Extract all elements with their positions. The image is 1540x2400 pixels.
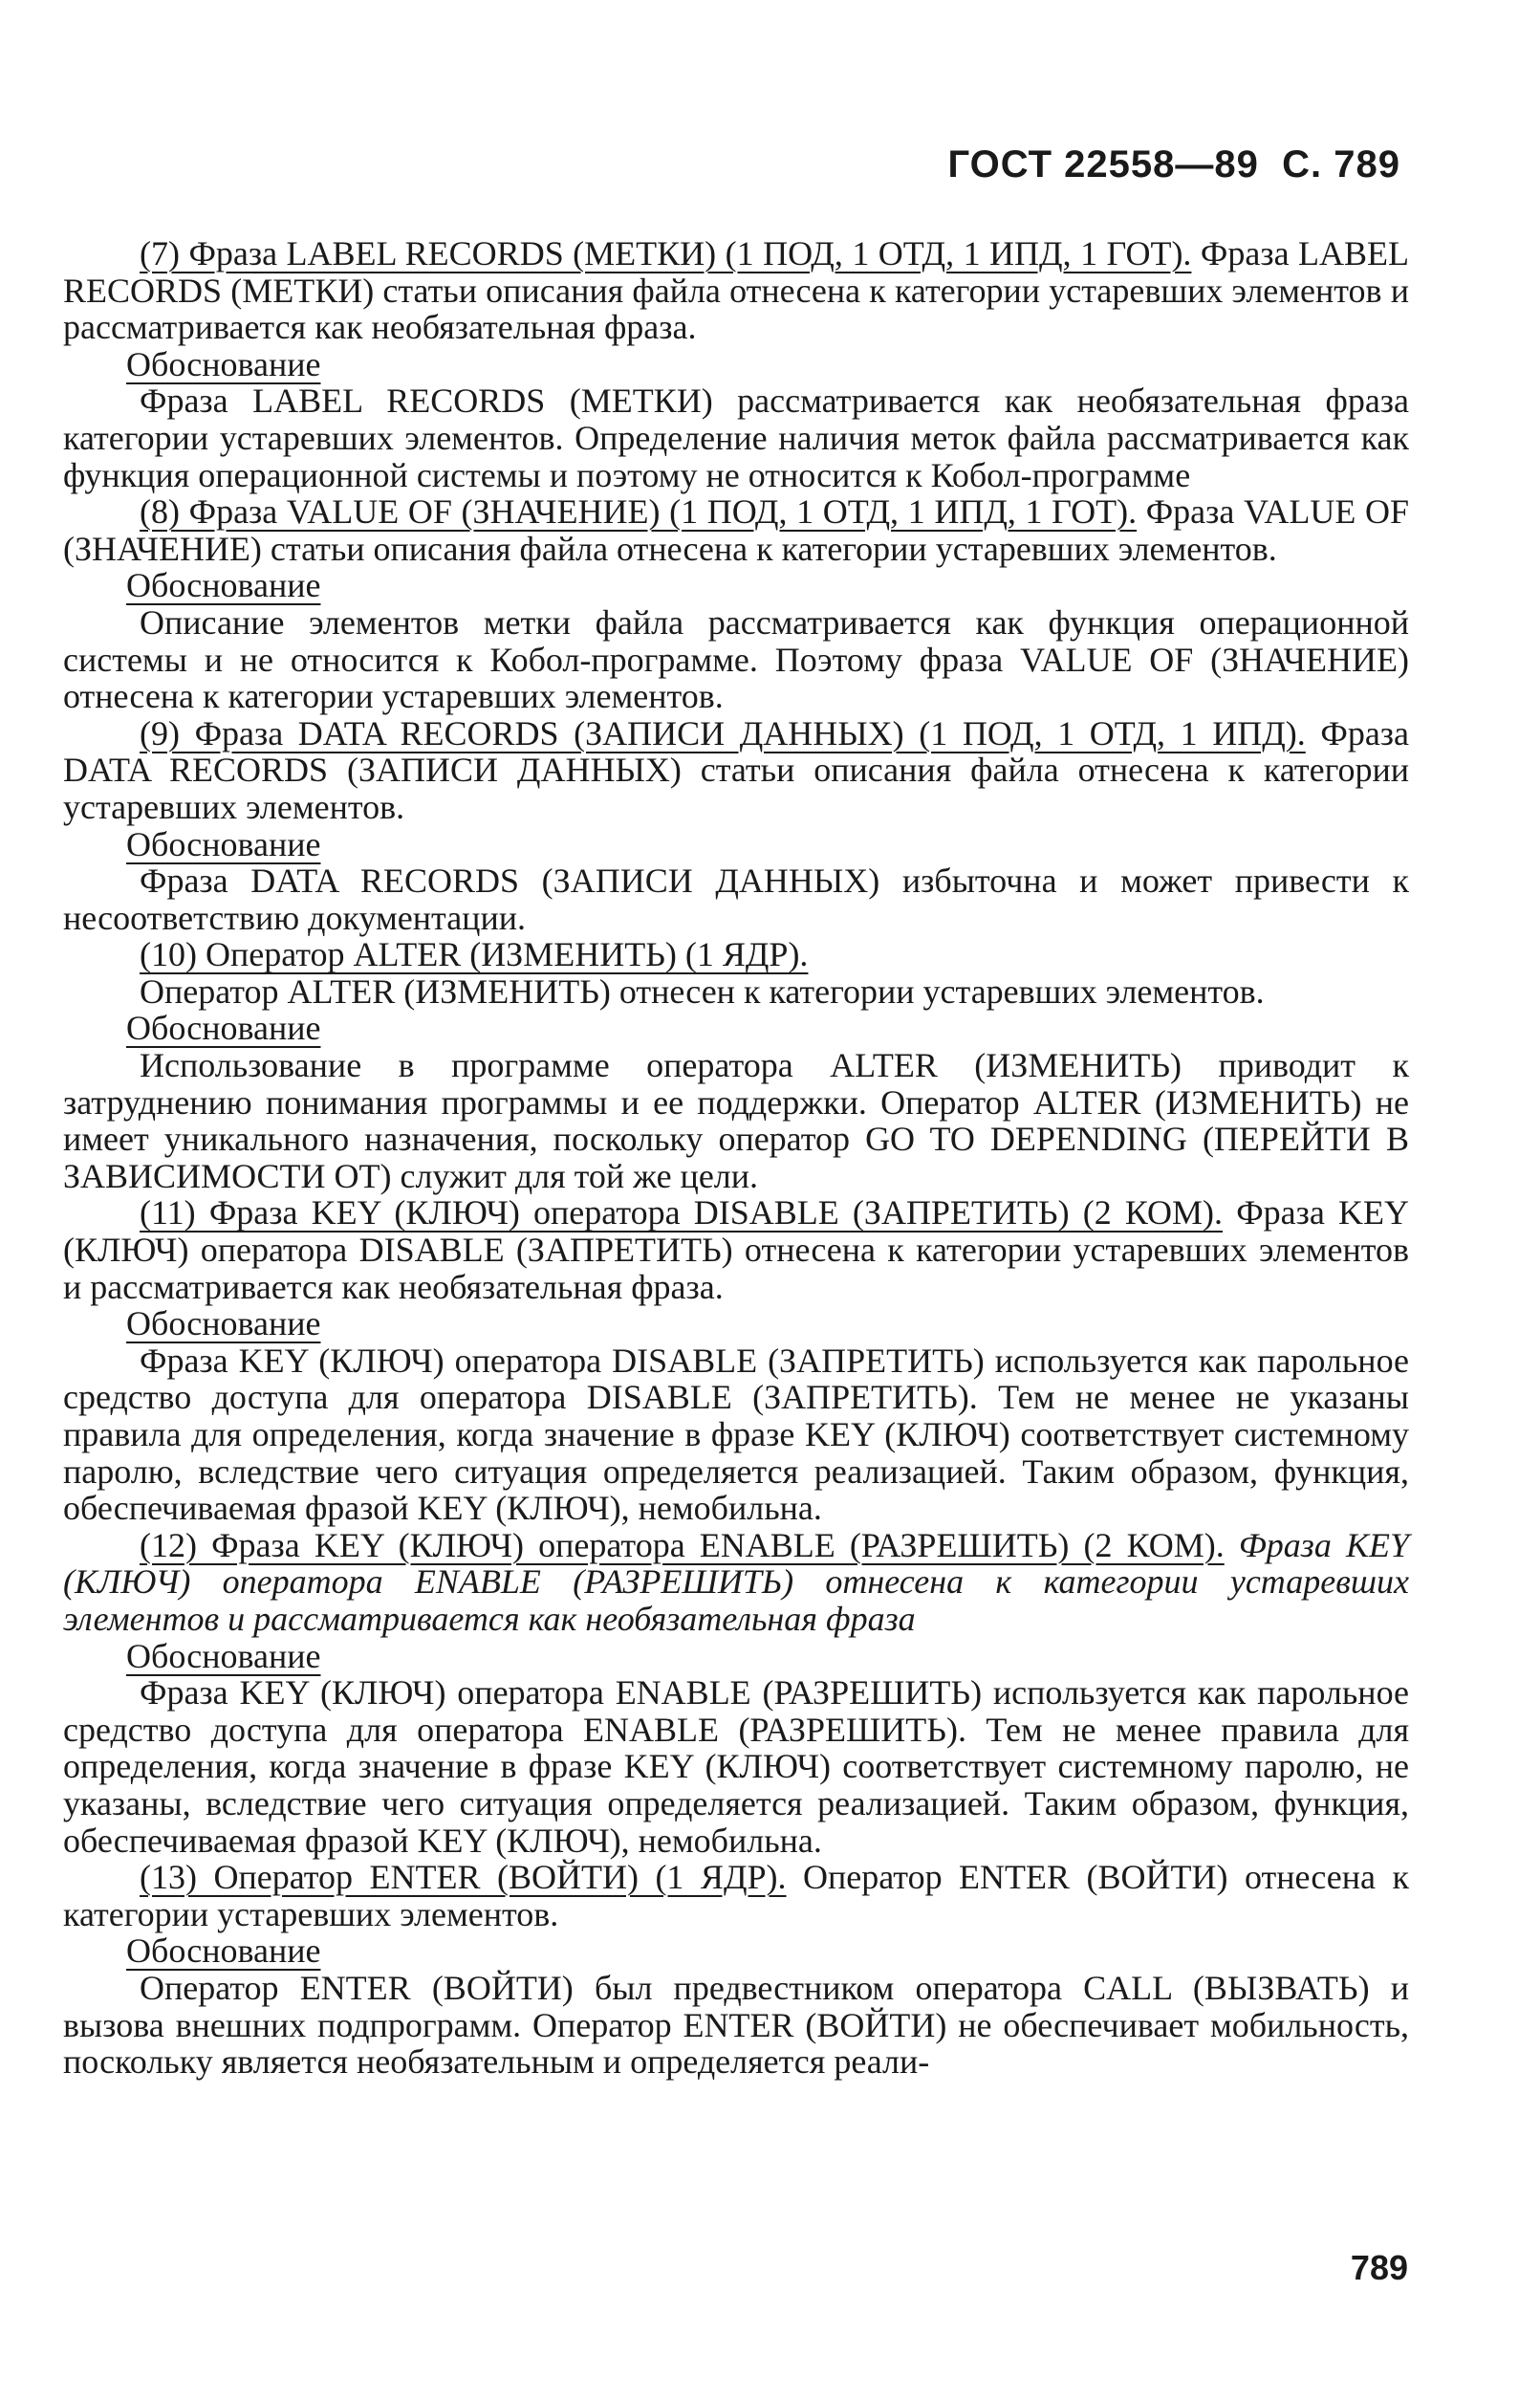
section-heading: (8) Фраза VALUE OF (ЗНАЧЕНИЕ) (1 ПОД, 1 ОТД, 1 ИПД, 1 ГОТ).: [140, 492, 1138, 532]
justification-title: Обоснование: [126, 1636, 321, 1675]
section-statement: Фраза KEY (КЛЮЧ) оператора ENABLE (РАЗРЕШИТЬ) отнесена к категории устаревших элементов и рассматривается как необязательная фраза: [63, 1525, 1409, 1638]
justification-text: Оператор ENTER (ВОЙТИ) был предвестником оператора CALL (ВЫЗВАТЬ) и вызова внешних подпрограмм. Оператор ENTER (ВОЙТИ) не обеспечивает мобильность, поскольку является необязательным и определяется реали-: [63, 1968, 1409, 2082]
justification-title: Обоснование: [126, 1931, 321, 1971]
standard-number: ГОСТ 22558—89: [947, 143, 1259, 185]
justification-text: Использование в программе оператора ALTER (ИЗМЕНИТЬ) приводит к затруднению понимания программы и ее поддержки. Оператор ALTER (ИЗМЕНИТЬ) не имеет уникального назначения, поскольку оператор GO TO DEPENDING (ПЕРЕЙТИ В ЗАВИСИМОСТИ ОТ) служит для той же цели.: [63, 1046, 1409, 1195]
section-10: [63, 936, 1409, 973]
section-statement: Фраза VALUE OF (ЗНАЧЕНИЕ) статьи описания файла отнесена к категории устаревших элементов.: [63, 492, 1409, 568]
justification-text: Фраза KEY (КЛЮЧ) оператора DISABLE (ЗАПРЕТИТЬ) используется как парольное средство доступа для оператора DISABLE (ЗАПРЕТИТЬ). Тем не менее не указаны правила для определения, когда значение в фразе KEY (КЛЮЧ) соответствует системному паролю, вследствие чего ситуация определяется реализацией. Таким образом, функция, обеспечиваемая фразой KEY (КЛЮЧ), немобильна.: [63, 1341, 1409, 1528]
section-heading: (7) Фраза LABEL RECORDS (МЕТКИ) (1 ПОД, 1 ОТД, 1 ИПД, 1 ГОТ).: [140, 234, 1192, 273]
section-heading: (10) Оператор ALTER (ИЗМЕНИТЬ) (1 ЯДР).: [140, 935, 809, 974]
justification-text: Описание элементов метки файла рассматривается как функция операционной системы и не относится к Кобол-программе. Поэтому фраза VALUE OF (ЗНАЧЕНИЕ) отнесена к категории устаревших элементов.: [63, 602, 1409, 716]
section-statement: Фраза DATA RECORDS (ЗАПИСИ ДАННЫХ) статьи описания файла отнесена к категории устаревших элементов.: [63, 713, 1409, 826]
section-13: [63, 1859, 1409, 1932]
section-12: [63, 1527, 1409, 1638]
section-11: [63, 1194, 1409, 1305]
page-label: С. 789: [1282, 143, 1400, 185]
justification-title: Обоснование: [126, 344, 321, 383]
section-heading: (12) Фраза KEY (КЛЮЧ) оператора ENABLE (РАЗРЕШИТЬ) (2 КОМ).: [140, 1525, 1225, 1564]
page-number: 789: [1350, 2248, 1408, 2287]
justification-title: Обоснование: [126, 566, 321, 605]
justification-text: Фраза DATA RECORDS (ЗАПИСИ ДАННЫХ) избыточна и может привести к несоответствию документации.: [63, 862, 1409, 937]
section-statement: Оператор ALTER (ИЗМЕНИТЬ) отнесен к категории устаревших элементов.: [140, 971, 1265, 1011]
justification-text: Фраза LABEL RECORDS (МЕТКИ) рассматривается как необязательная фраза категории устаревших элементов. Определение наличия меток файла рассматривается как функция операционной системы и поэтому не относится к Кобол-программе: [63, 382, 1409, 494]
justification-title: Обоснование: [126, 1009, 321, 1048]
section-heading: (11) Фраза KEY (КЛЮЧ) оператора DISABLE (ЗАПРЕТИТЬ) (2 КОМ).: [140, 1193, 1224, 1233]
page-header: [947, 143, 1400, 186]
section-heading: (13) Оператор ENTER (ВОЙТИ) (1 ЯДР).: [140, 1858, 787, 1897]
section-heading: (9) Фраза DATA RECORDS (ЗАПИСИ ДАННЫХ) (1 ПОД, 1 ОТД, 1 ИПД).: [140, 713, 1306, 753]
section-9: [63, 715, 1409, 826]
section-statement: Фраза LABEL RECORDS (МЕТКИ) статьи описания файла отнесена к категории устаревших элементов и рассматривается как необязательная фраза.: [63, 234, 1409, 347]
justification-title: Обоснование: [126, 824, 321, 863]
section-statement: Фраза KEY (КЛЮЧ) оператора DISABLE (ЗАПРЕТИТЬ) отнесена к категории устаревших элементов и рассматривается как необязательная фраза.: [63, 1193, 1410, 1306]
justification-text: Фраза KEY (КЛЮЧ) оператора ENABLE (РАЗРЕШИТЬ) используется как парольное средство доступа для оператора ENABLE (РАЗРЕШИТЬ). Тем не менее правила для определения, когда значение в фразе KEY (КЛЮЧ) соответствует системному паролю, не указаны, вследствие чего ситуация определяется реализацией. Таким образом, функция, обеспечиваемая фразой KEY (КЛЮЧ), немобильна.: [63, 1673, 1409, 1860]
section-statement: Оператор ENTER (ВОЙТИ) отнесена к категории устаревших элементов.: [63, 1858, 1410, 1933]
section-7: [63, 235, 1409, 346]
justification-title: Обоснование: [126, 1304, 321, 1343]
document-body: [63, 235, 1409, 2081]
section-8: [63, 493, 1409, 567]
